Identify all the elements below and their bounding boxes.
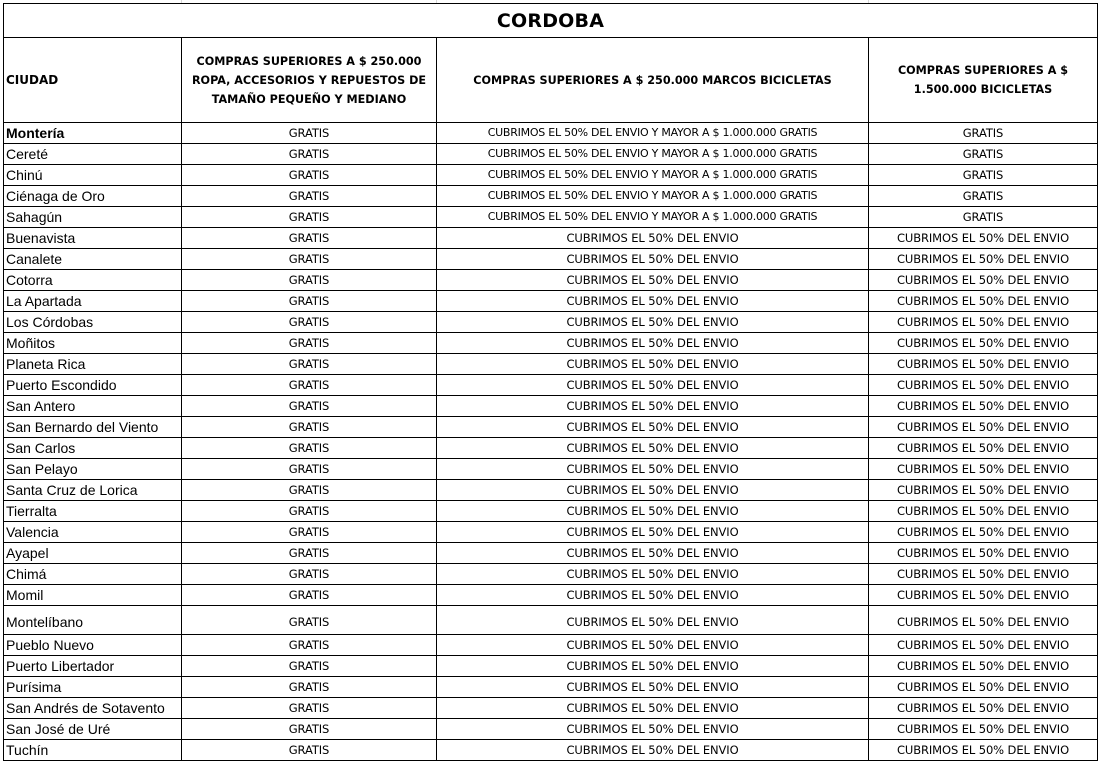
cell-city: San Andrés de Sotavento (4, 698, 182, 719)
cell-frames: CUBRIMOS EL 50% DEL ENVIO (437, 375, 869, 396)
table-row (4, 123, 1098, 144)
table-row (4, 501, 1098, 522)
cell-small-items: GRATIS (182, 207, 437, 228)
cell-bicycles: CUBRIMOS EL 50% DEL ENVIO (869, 228, 1098, 249)
cell-city: Momil (4, 585, 182, 606)
table-row (4, 438, 1098, 459)
table-row (4, 249, 1098, 270)
cell-city: Montería (4, 123, 182, 144)
cell-city: La Apartada (4, 291, 182, 312)
cell-bicycles: GRATIS (869, 186, 1098, 207)
cell-small-items: GRATIS (182, 656, 437, 677)
sheet-title: CORDOBA (4, 4, 1098, 38)
cell-small-items: GRATIS (182, 165, 437, 186)
cell-frames: CUBRIMOS EL 50% DEL ENVIO Y MAYOR A $ 1.000.000 GRATIS (437, 123, 869, 144)
cell-city: Planeta Rica (4, 354, 182, 375)
cell-frames: CUBRIMOS EL 50% DEL ENVIO (437, 354, 869, 375)
cell-bicycles: CUBRIMOS EL 50% DEL ENVIO (869, 740, 1098, 761)
cell-frames: CUBRIMOS EL 50% DEL ENVIO (437, 333, 869, 354)
header-small-items: COMPRAS SUPERIORES A $ 250.000 ROPA, ACCESORIOS Y REPUESTOS DE TAMAÑO PEQUEÑO Y MEDIANO (182, 38, 437, 123)
title-row (4, 4, 1098, 38)
cell-city: Santa Cruz de Lorica (4, 480, 182, 501)
cell-bicycles: CUBRIMOS EL 50% DEL ENVIO (869, 719, 1098, 740)
cell-bicycles: GRATIS (869, 165, 1098, 186)
cell-city: Cereté (4, 144, 182, 165)
table-row (4, 480, 1098, 501)
cell-small-items: GRATIS (182, 249, 437, 270)
cell-small-items: GRATIS (182, 186, 437, 207)
table-row (4, 144, 1098, 165)
table-row (4, 312, 1098, 333)
cell-frames: CUBRIMOS EL 50% DEL ENVIO (437, 719, 869, 740)
cell-small-items: GRATIS (182, 354, 437, 375)
cell-small-items: GRATIS (182, 698, 437, 719)
cell-bicycles: CUBRIMOS EL 50% DEL ENVIO (869, 698, 1098, 719)
cell-small-items: GRATIS (182, 333, 437, 354)
table-row (4, 291, 1098, 312)
cell-bicycles: CUBRIMOS EL 50% DEL ENVIO (869, 375, 1098, 396)
cell-bicycles: CUBRIMOS EL 50% DEL ENVIO (869, 396, 1098, 417)
cell-frames: CUBRIMOS EL 50% DEL ENVIO (437, 291, 869, 312)
table-row (4, 719, 1098, 740)
cell-city: Sahagún (4, 207, 182, 228)
cell-small-items: GRATIS (182, 291, 437, 312)
cell-small-items: GRATIS (182, 417, 437, 438)
cell-city: Ciénaga de Oro (4, 186, 182, 207)
cell-bicycles: GRATIS (869, 144, 1098, 165)
cell-small-items: GRATIS (182, 123, 437, 144)
cell-small-items: GRATIS (182, 564, 437, 585)
cell-city: Puerto Escondido (4, 375, 182, 396)
cell-city: Tuchín (4, 740, 182, 761)
table-row (4, 543, 1098, 564)
cell-city: Purísima (4, 677, 182, 698)
table-row (4, 740, 1098, 761)
cell-city: San José de Uré (4, 719, 182, 740)
cell-small-items: GRATIS (182, 312, 437, 333)
cell-city: Ayapel (4, 543, 182, 564)
table-row (4, 228, 1098, 249)
cell-bicycles: CUBRIMOS EL 50% DEL ENVIO (869, 656, 1098, 677)
cell-frames: CUBRIMOS EL 50% DEL ENVIO (437, 438, 869, 459)
cell-small-items: GRATIS (182, 375, 437, 396)
table-row (4, 656, 1098, 677)
cell-frames: CUBRIMOS EL 50% DEL ENVIO (437, 312, 869, 333)
cell-small-items: GRATIS (182, 543, 437, 564)
cell-frames: CUBRIMOS EL 50% DEL ENVIO Y MAYOR A $ 1.000.000 GRATIS (437, 186, 869, 207)
cell-bicycles: GRATIS (869, 207, 1098, 228)
cell-bicycles: CUBRIMOS EL 50% DEL ENVIO (869, 333, 1098, 354)
cell-frames: CUBRIMOS EL 50% DEL ENVIO (437, 677, 869, 698)
cell-small-items: GRATIS (182, 585, 437, 606)
cell-bicycles: CUBRIMOS EL 50% DEL ENVIO (869, 543, 1098, 564)
cell-frames: CUBRIMOS EL 50% DEL ENVIO (437, 740, 869, 761)
cell-bicycles: CUBRIMOS EL 50% DEL ENVIO (869, 354, 1098, 375)
cell-small-items: GRATIS (182, 719, 437, 740)
cell-city: Puerto Libertador (4, 656, 182, 677)
table-row (4, 375, 1098, 396)
table-row (4, 270, 1098, 291)
cell-frames: CUBRIMOS EL 50% DEL ENVIO (437, 417, 869, 438)
cell-city: Montelíbano (4, 606, 182, 635)
cell-small-items: GRATIS (182, 396, 437, 417)
cell-bicycles: CUBRIMOS EL 50% DEL ENVIO (869, 522, 1098, 543)
table-row (4, 564, 1098, 585)
cell-small-items: GRATIS (182, 480, 437, 501)
cell-frames: CUBRIMOS EL 50% DEL ENVIO Y MAYOR A $ 1.000.000 GRATIS (437, 165, 869, 186)
table-row (4, 585, 1098, 606)
shipping-table (3, 3, 1098, 761)
table-row (4, 459, 1098, 480)
header-frames: COMPRAS SUPERIORES A $ 250.000 MARCOS BICICLETAS (437, 38, 869, 123)
table-row (4, 354, 1098, 375)
cell-bicycles: CUBRIMOS EL 50% DEL ENVIO (869, 606, 1098, 635)
cell-bicycles: CUBRIMOS EL 50% DEL ENVIO (869, 270, 1098, 291)
cell-bicycles: CUBRIMOS EL 50% DEL ENVIO (869, 564, 1098, 585)
header-row (4, 38, 1098, 123)
cell-small-items: GRATIS (182, 501, 437, 522)
cell-city: Chinú (4, 165, 182, 186)
cell-small-items: GRATIS (182, 635, 437, 656)
cell-small-items: GRATIS (182, 144, 437, 165)
cell-bicycles: CUBRIMOS EL 50% DEL ENVIO (869, 480, 1098, 501)
cell-small-items: GRATIS (182, 228, 437, 249)
cell-bicycles: CUBRIMOS EL 50% DEL ENVIO (869, 312, 1098, 333)
cell-bicycles: GRATIS (869, 123, 1098, 144)
cell-frames: CUBRIMOS EL 50% DEL ENVIO (437, 635, 869, 656)
cell-city: Cotorra (4, 270, 182, 291)
cell-frames: CUBRIMOS EL 50% DEL ENVIO Y MAYOR A $ 1.000.000 GRATIS (437, 207, 869, 228)
cell-frames: CUBRIMOS EL 50% DEL ENVIO (437, 501, 869, 522)
cell-bicycles: CUBRIMOS EL 50% DEL ENVIO (869, 438, 1098, 459)
cell-frames: CUBRIMOS EL 50% DEL ENVIO (437, 606, 869, 635)
header-city: CIUDAD (4, 38, 182, 123)
table-row (4, 186, 1098, 207)
cell-bicycles: CUBRIMOS EL 50% DEL ENVIO (869, 585, 1098, 606)
cell-frames: CUBRIMOS EL 50% DEL ENVIO (437, 249, 869, 270)
cell-city: San Antero (4, 396, 182, 417)
cell-city: Pueblo Nuevo (4, 635, 182, 656)
cell-frames: CUBRIMOS EL 50% DEL ENVIO (437, 698, 869, 719)
cell-city: Los Córdobas (4, 312, 182, 333)
cell-small-items: GRATIS (182, 270, 437, 291)
table-row (4, 165, 1098, 186)
table-row (4, 635, 1098, 656)
cell-bicycles: CUBRIMOS EL 50% DEL ENVIO (869, 249, 1098, 270)
cell-frames: CUBRIMOS EL 50% DEL ENVIO (437, 656, 869, 677)
cell-city: San Carlos (4, 438, 182, 459)
table-row (4, 606, 1098, 635)
cell-city: Tierralta (4, 501, 182, 522)
cell-bicycles: CUBRIMOS EL 50% DEL ENVIO (869, 635, 1098, 656)
table-row (4, 677, 1098, 698)
cell-city: Buenavista (4, 228, 182, 249)
cell-frames: CUBRIMOS EL 50% DEL ENVIO (437, 228, 869, 249)
cell-frames: CUBRIMOS EL 50% DEL ENVIO (437, 564, 869, 585)
cell-city: San Bernardo del Viento (4, 417, 182, 438)
cell-bicycles: CUBRIMOS EL 50% DEL ENVIO (869, 501, 1098, 522)
cell-city: Chimá (4, 564, 182, 585)
cell-small-items: GRATIS (182, 740, 437, 761)
cell-frames: CUBRIMOS EL 50% DEL ENVIO (437, 396, 869, 417)
cell-frames: CUBRIMOS EL 50% DEL ENVIO (437, 480, 869, 501)
table-row (4, 207, 1098, 228)
cell-small-items: GRATIS (182, 459, 437, 480)
cell-frames: CUBRIMOS EL 50% DEL ENVIO (437, 459, 869, 480)
cell-bicycles: CUBRIMOS EL 50% DEL ENVIO (869, 417, 1098, 438)
cell-frames: CUBRIMOS EL 50% DEL ENVIO (437, 522, 869, 543)
table-row (4, 396, 1098, 417)
cell-city: Valencia (4, 522, 182, 543)
cell-city: San Pelayo (4, 459, 182, 480)
cell-small-items: GRATIS (182, 522, 437, 543)
cell-frames: CUBRIMOS EL 50% DEL ENVIO (437, 270, 869, 291)
table-row (4, 698, 1098, 719)
table-row (4, 522, 1098, 543)
cell-small-items: GRATIS (182, 677, 437, 698)
cell-small-items: GRATIS (182, 606, 437, 635)
cell-city: Moñitos (4, 333, 182, 354)
table-row (4, 417, 1098, 438)
cell-frames: CUBRIMOS EL 50% DEL ENVIO Y MAYOR A $ 1.000.000 GRATIS (437, 144, 869, 165)
header-bicycles: COMPRAS SUPERIORES A $ 1.500.000 BICICLETAS (869, 38, 1098, 123)
cell-bicycles: CUBRIMOS EL 50% DEL ENVIO (869, 291, 1098, 312)
cell-bicycles: CUBRIMOS EL 50% DEL ENVIO (869, 677, 1098, 698)
cell-bicycles: CUBRIMOS EL 50% DEL ENVIO (869, 459, 1098, 480)
cell-small-items: GRATIS (182, 438, 437, 459)
cell-frames: CUBRIMOS EL 50% DEL ENVIO (437, 543, 869, 564)
cell-frames: CUBRIMOS EL 50% DEL ENVIO (437, 585, 869, 606)
table-row (4, 333, 1098, 354)
cell-city: Canalete (4, 249, 182, 270)
